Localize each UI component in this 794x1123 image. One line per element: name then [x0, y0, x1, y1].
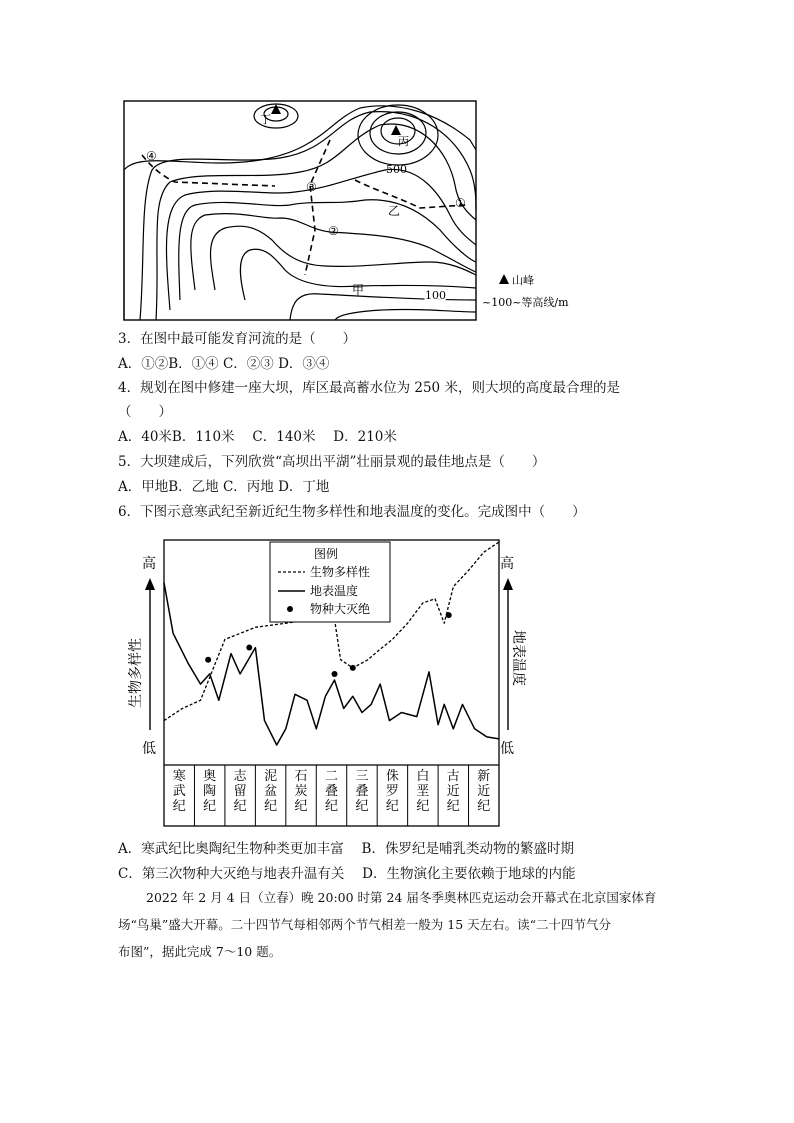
legend-extinction-label: 物种大灭绝	[310, 602, 371, 616]
period-label: 志留纪	[233, 769, 247, 814]
contour-line	[124, 106, 476, 320]
right-axis-high: 高	[500, 556, 514, 572]
legend-biodiversity-label: 生物多样性	[310, 565, 371, 579]
legend-extinction-dot	[287, 606, 293, 612]
legend-peak-label: 山峰	[512, 274, 534, 287]
extinction-point	[446, 612, 452, 618]
peak-icon	[271, 104, 281, 114]
right-axis-label: 地表温度	[510, 630, 526, 686]
contour-value-label: 500	[386, 163, 407, 176]
legend-contour-label: ~100~等高线/m	[482, 296, 569, 309]
question-5-stem: 5．大坝建成后，下列欣赏“高坝出平湖”壮丽景观的最佳地点是（ ）	[118, 454, 546, 470]
period-label: 古近纪	[446, 769, 460, 814]
period-label: 新近纪	[477, 769, 491, 814]
period-label: 二叠纪	[324, 769, 339, 814]
contour-map	[0, 0, 794, 330]
left-axis-low: 低	[142, 741, 156, 757]
valley-line	[305, 140, 330, 275]
place-label: 甲	[352, 283, 365, 297]
question-4-stem: 4．规划在图中修建一座大坝，库区最高蓄水位为 250 米，则大坝的高度最合理的是	[118, 380, 620, 396]
contour-line	[335, 309, 476, 320]
contour-value-label: 100	[425, 289, 446, 302]
contour-line	[290, 294, 476, 320]
period-label: 三叠纪	[355, 769, 369, 814]
left-axis-high: 高	[142, 556, 156, 572]
valley-line	[355, 180, 466, 208]
period-label: 侏罗纪	[385, 769, 399, 814]
legend-peak-icon	[499, 274, 509, 284]
passage-line-1: 2022 年 2 月 4 日（立春）晚 20:00 时第 24 届冬季奥林匹克运动会开幕式在北京国家体育	[146, 890, 657, 905]
question-3-options: A．①②B．①④ C．②③ D．③④	[118, 356, 330, 372]
contour-line	[179, 200, 476, 300]
extinction-point	[205, 657, 211, 663]
question-6-options-ab: A．寒武纪比奥陶纪生物种类更加丰富 B．侏罗纪是哺乳类动物的繁盛时期	[118, 841, 574, 857]
left-axis-label: 生物多样性	[128, 638, 144, 708]
passage-line-3: 布图”，据此完成 7～10 题。	[118, 944, 282, 959]
question-5-options: A．甲地B．乙地 C．丙地 D．丁地	[118, 479, 330, 495]
extinction-point	[246, 645, 252, 651]
question-4-options: A．40米B．110米 C．140米 D．210米	[118, 429, 397, 445]
point-label: ①	[455, 196, 466, 210]
period-label: 寒武纪	[172, 769, 186, 814]
extinction-point	[350, 665, 356, 671]
passage-line-2: 场“鸟巢”盛大开幕。二十四节气每相邻两个节气相差一般为 15 天左右。读“二十四节气分	[118, 917, 612, 932]
question-4-stem-cont: （ ）	[118, 404, 172, 420]
contour-line	[211, 226, 476, 290]
right-axis-low: 低	[500, 741, 514, 757]
extinction-point	[332, 671, 338, 677]
point-label: ④	[146, 149, 157, 163]
place-label: 乙	[388, 204, 401, 218]
peak-label: 丁	[260, 113, 271, 126]
geologic-time-chart	[0, 530, 794, 830]
peak-icon	[391, 125, 401, 135]
question-6-options-cd: C．第三次物种大灭绝与地表升温有关 D．生物演化主要依赖于地球的内能	[118, 866, 576, 882]
point-label: ②	[328, 224, 339, 238]
period-label: 泥盆纪	[264, 769, 278, 814]
period-label: 奥陶纪	[203, 769, 217, 814]
question-3-stem: 3．在图中最可能发育河流的是（ ）	[118, 331, 357, 347]
right-axis-arrowhead	[503, 578, 513, 590]
peak-label: 丙	[398, 135, 409, 148]
legend-title: 图例	[314, 547, 339, 561]
period-label: 石炭纪	[294, 769, 308, 814]
question-6-stem: 6．下图示意寒武纪至新近纪生物多样性和地表温度的变化。完成图中（ ）	[118, 504, 586, 520]
period-label: 白垩纪	[416, 769, 430, 814]
legend-temperature-label: 地表温度	[310, 584, 359, 598]
point-label: ③	[306, 180, 317, 194]
left-axis-arrowhead	[145, 578, 155, 590]
